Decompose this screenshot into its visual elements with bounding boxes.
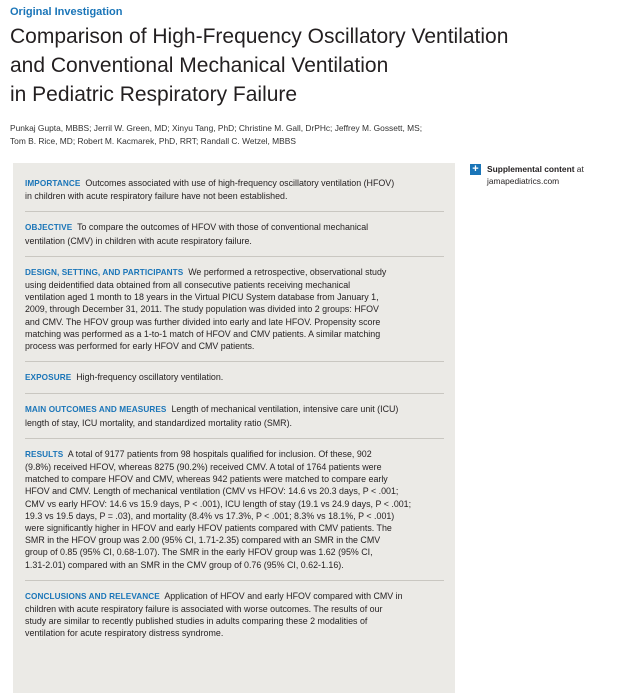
abstract-line [25,340,444,352]
abstract-line [25,291,444,303]
abstract-text: CMV vs early HFOV: 14.6 vs 15.9 days, P < .001), ICU length of stay (19.1 vs 24.9 days, P < .001; [25,498,412,509]
author-line: Tom B. Rice, MD; Robert M. Kacmarek, PhD, RRT; Randall C. Wetzel, MBBS [10,136,296,146]
title-line: in Pediatric Respiratory Failure [10,83,298,106]
abstract-text: To compare the outcomes of HFOV with those of conventional mechanical [77,222,369,233]
abstract-line [25,590,444,603]
abstract-text: (9.8%) received HFOV, whereas 8275 (90.2%) received CMV. A total of 1764 patients were [25,462,382,473]
abstract-text: matching was performed as a 1-to-1 match of HFOV and CMV patients. A similar matching [25,328,381,339]
abstract-line [25,615,444,627]
title-line: Comparison of High-Frequency Oscillatory Ventilation [10,25,509,48]
abstract-line [25,328,444,340]
abstract-line [25,498,444,510]
abstract-line [25,627,444,639]
abstract-text: study are similar to recently published studies in adults comparing these 2 modalities of [25,616,368,627]
abstract-line [25,534,444,546]
abstract-line [25,235,444,247]
abstract-text: Outcomes associated with use of high-frequency oscillatory ventilation (HFOV) [85,178,395,188]
abstract-heading: CONCLUSIONS AND RELEVANCE [25,591,160,601]
abstract-line [25,279,444,291]
abstract-line [25,448,444,461]
author-list [10,122,530,148]
title-line: and Conventional Mechanical Ventilation [10,54,389,77]
abstract-line [25,461,444,473]
abstract-section-importance [25,177,444,202]
section-divider [25,393,444,394]
abstract-line [25,559,444,571]
supplemental-text [487,163,584,187]
abstract-line [25,190,444,202]
abstract-text: group of 0.85 (95% CI, 0.68-1.07). The SMR in the early HFOV group was 1.62 (95% CI, [25,547,373,558]
abstract-section-exposure [25,371,444,384]
abstract-text: A total of 9177 patients from 98 hospitals qualified for inclusion. Of these, 902 [67,448,372,459]
abstract-text: and CMV. The HFOV group was further divided into early and late HFOV. Propensity score [25,316,381,327]
abstract-text: High-frequency oscillatory ventilation. [76,372,224,383]
abstract-text: 19.3 vs 19.5 days, P = .03), and mortality (8.4% vs 17.3%, P < .001; 8.3% vs 18.1%, P < .001) [25,510,395,521]
supplemental-site[interactable]: jamapediatrics.com [487,176,560,186]
abstract-text: HFOV and CMV. Length of mechanical ventilation (CMV vs HFOV: 14.6 vs 20.3 days, P < .001; [25,486,399,497]
abstract-text: matched to compare HFOV and CMV, whereas 942 patients were matched to compare early [25,474,388,485]
article-title [10,22,570,109]
section-divider [25,256,444,257]
abstract-line [25,221,444,234]
article-kicker: Original Investigation [10,6,123,18]
abstract-line [25,316,444,328]
abstract-text: Application of HFOV and early HFOV compared with CMV in [164,590,403,601]
supplemental-suffix: at [574,164,584,174]
abstract-line [25,510,444,522]
plus-icon: + [470,164,481,175]
section-divider [25,211,444,212]
abstract-line [25,177,444,190]
section-divider [25,361,444,362]
supplemental-label: Supplemental content [487,164,575,174]
abstract-text: process was performed for early HFOV and CMV patients. [25,341,255,352]
abstract-heading: RESULTS [25,449,64,459]
abstract-line [25,546,444,558]
abstract-line [25,303,444,315]
abstract-section-design-setting-and-participants [25,266,444,352]
abstract-box [13,163,455,693]
abstract-line [25,266,444,279]
abstract-text: 2009, through December 31, 2011. The study population was divided into 2 groups: HFOV [25,304,379,315]
abstract-text: children with acute respiratory failure is associated with worse outcomes. The results of our [25,604,383,615]
section-divider [25,580,444,581]
abstract-heading: EXPOSURE [25,373,72,383]
abstract-text: were significantly higher in HFOV and early HFOV patients compared with CMV patients. The [25,523,392,534]
abstract-text: 1.31-2.01) compared with an SMR in the CMV group of 0.76 (95% CI, 0.62-1.16). [25,559,344,570]
abstract-text: in children with acute respiratory failure have not been established. [25,191,288,202]
abstract-text: length of stay, ICU mortality, and standardized mortality ratio (SMR). [25,417,293,428]
abstract-section-objective [25,221,444,246]
abstract-text: Length of mechanical ventilation, intensive care unit (ICU) [171,404,399,415]
abstract-text: We performed a retrospective, observational study [188,266,387,277]
abstract-line [25,603,444,615]
abstract-text: ventilation for acute respiratory distress syndrome. [25,628,224,639]
abstract-heading: DESIGN, SETTING, AND PARTICIPANTS [25,267,184,277]
abstract-line [25,417,444,429]
abstract-line [25,522,444,534]
abstract-text: using deidentified data obtained from all consecutive patients receiving mechanical [25,280,351,291]
abstract-text: ventilation (CMV) in children with acute respiratory failure. [25,235,252,246]
abstract-heading: IMPORTANCE [25,179,81,188]
author-line: Punkaj Gupta, MBBS; Jerril W. Green, MD; Xinyu Tang, PhD; Christine M. Gall, DrPHc; Jeffrey M. Gossett, MS; [10,123,423,133]
abstract-line [25,371,444,384]
abstract-text: ventilation aged 1 month to 18 years in the Virtual PICU System database from January 1, [25,292,379,303]
abstract-line [25,473,444,485]
section-divider [25,438,444,439]
abstract-section-results [25,448,444,571]
abstract-section-conclusions-and-relevance [25,590,444,640]
abstract-heading: MAIN OUTCOMES AND MEASURES [25,405,167,415]
abstract-line [25,403,444,416]
abstract-line [25,485,444,497]
abstract-text: SMR in the HFOV group was 2.00 (95% CI, 1.71-2.35) compared with an SMR in the CMV [25,535,381,546]
abstract-section-main-outcomes-and-measures [25,403,444,428]
abstract-heading: OBJECTIVE [25,223,73,233]
